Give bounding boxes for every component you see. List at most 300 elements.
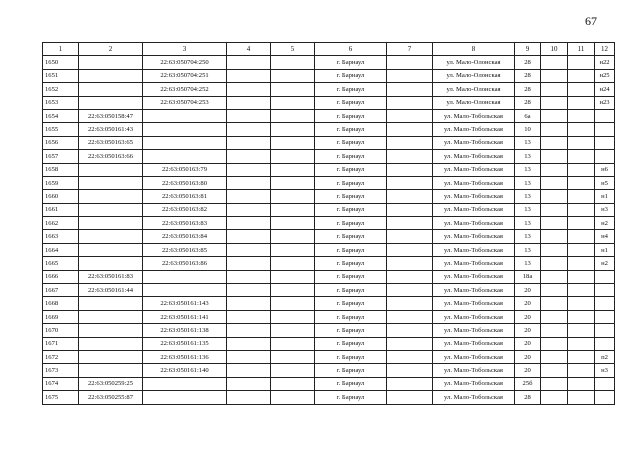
house-number-cell: 20 xyxy=(515,337,541,350)
column-7-cell xyxy=(387,284,433,297)
land-cadastral-number-cell xyxy=(79,69,143,82)
street-cell: ул. Мало-Тобольская xyxy=(433,150,515,163)
building-cadastral-number-cell xyxy=(143,150,227,163)
row-number-cell: 1662 xyxy=(43,217,79,230)
column-7-cell xyxy=(387,337,433,350)
house-number-cell: 20 xyxy=(515,284,541,297)
table-row xyxy=(43,350,615,363)
room-number-cell: н25 xyxy=(595,69,615,82)
column-5-cell xyxy=(271,230,315,243)
building-cadastral-number-cell xyxy=(143,270,227,283)
city-cell: г. Барнаул xyxy=(315,324,387,337)
city-cell: г. Барнаул xyxy=(315,377,387,390)
city-cell: г. Барнаул xyxy=(315,203,387,216)
house-number-cell: 13 xyxy=(515,217,541,230)
house-number-cell: 20 xyxy=(515,364,541,377)
row-number-cell: 1664 xyxy=(43,243,79,256)
street-cell: ул. Мало-Тобольская xyxy=(433,297,515,310)
column-11-cell xyxy=(568,297,595,310)
land-cadastral-number-cell: 22:63:050259:25 xyxy=(79,377,143,390)
column-header: 3 xyxy=(143,43,227,56)
column-header: 8 xyxy=(433,43,515,56)
column-11-cell xyxy=(568,69,595,82)
table-row xyxy=(43,69,615,82)
row-number-cell: 1657 xyxy=(43,150,79,163)
column-5-cell xyxy=(271,217,315,230)
column-11-cell xyxy=(568,284,595,297)
table-row xyxy=(43,176,615,189)
street-cell: ул. Мало-Тобольская xyxy=(433,257,515,270)
house-number-cell: 10 xyxy=(515,123,541,136)
column-5-cell xyxy=(271,56,315,69)
column-5-cell xyxy=(271,83,315,96)
registry-body xyxy=(43,43,615,405)
city-cell: г. Барнаул xyxy=(315,364,387,377)
column-4-cell xyxy=(227,190,271,203)
column-11-cell xyxy=(568,203,595,216)
column-11-cell xyxy=(568,217,595,230)
room-number-cell: н1 xyxy=(595,243,615,256)
column-header: 7 xyxy=(387,43,433,56)
column-4-cell xyxy=(227,270,271,283)
row-number-cell: 1665 xyxy=(43,257,79,270)
land-cadastral-number-cell xyxy=(79,176,143,189)
building-cadastral-number-cell: 22:63:050161:140 xyxy=(143,364,227,377)
city-cell: г. Барнаул xyxy=(315,230,387,243)
house-number-cell: 28 xyxy=(515,83,541,96)
column-10-cell xyxy=(541,297,568,310)
column-11-cell xyxy=(568,350,595,363)
room-number-cell xyxy=(595,136,615,149)
column-5-cell xyxy=(271,310,315,323)
column-5-cell xyxy=(271,109,315,122)
room-number-cell: н24 xyxy=(595,83,615,96)
building-cadastral-number-cell: 22:63:050163:80 xyxy=(143,176,227,189)
city-cell: г. Барнаул xyxy=(315,391,387,404)
house-number-cell: 28 xyxy=(515,96,541,109)
column-11-cell xyxy=(568,190,595,203)
house-number-cell: 20 xyxy=(515,310,541,323)
table-row xyxy=(43,377,615,390)
column-4-cell xyxy=(227,364,271,377)
building-cadastral-number-cell: 22:63:050704:253 xyxy=(143,96,227,109)
column-4-cell xyxy=(227,377,271,390)
column-5-cell xyxy=(271,257,315,270)
column-11-cell xyxy=(568,123,595,136)
column-11-cell xyxy=(568,377,595,390)
table-row xyxy=(43,310,615,323)
column-11-cell xyxy=(568,310,595,323)
table-row xyxy=(43,150,615,163)
row-number-cell: 1663 xyxy=(43,230,79,243)
room-number-cell: н5 xyxy=(595,176,615,189)
column-10-cell xyxy=(541,96,568,109)
building-cadastral-number-cell: 22:63:050161:141 xyxy=(143,310,227,323)
room-number-cell xyxy=(595,391,615,404)
city-cell: г. Барнаул xyxy=(315,163,387,176)
column-7-cell xyxy=(387,324,433,337)
column-4-cell xyxy=(227,243,271,256)
column-7-cell xyxy=(387,270,433,283)
column-7-cell xyxy=(387,217,433,230)
house-number-cell: 13 xyxy=(515,163,541,176)
land-cadastral-number-cell: 22:63:050161:44 xyxy=(79,284,143,297)
city-cell: г. Барнаул xyxy=(315,190,387,203)
street-cell: ул. Мало-Олонская xyxy=(433,56,515,69)
column-4-cell xyxy=(227,150,271,163)
street-cell: ул. Мало-Олонская xyxy=(433,83,515,96)
column-header: 2 xyxy=(79,43,143,56)
city-cell: г. Барнаул xyxy=(315,350,387,363)
column-4-cell xyxy=(227,83,271,96)
house-number-cell: 20 xyxy=(515,350,541,363)
column-4-cell xyxy=(227,109,271,122)
land-cadastral-number-cell xyxy=(79,350,143,363)
column-5-cell xyxy=(271,284,315,297)
building-cadastral-number-cell: 22:63:050704:251 xyxy=(143,69,227,82)
street-cell: ул. Мало-Тобольская xyxy=(433,230,515,243)
room-number-cell: н23 xyxy=(595,96,615,109)
column-4-cell xyxy=(227,217,271,230)
room-number-cell: н3 xyxy=(595,203,615,216)
column-10-cell xyxy=(541,136,568,149)
street-cell: ул. Мало-Олонская xyxy=(433,96,515,109)
column-header: 11 xyxy=(568,43,595,56)
room-number-cell xyxy=(595,150,615,163)
column-4-cell xyxy=(227,257,271,270)
house-number-cell: 28 xyxy=(515,391,541,404)
land-cadastral-number-cell xyxy=(79,190,143,203)
room-number-cell xyxy=(595,297,615,310)
column-5-cell xyxy=(271,364,315,377)
street-cell: ул. Мало-Тобольская xyxy=(433,270,515,283)
column-10-cell xyxy=(541,350,568,363)
city-cell: г. Барнаул xyxy=(315,337,387,350)
column-7-cell xyxy=(387,136,433,149)
row-number-cell: 1661 xyxy=(43,203,79,216)
column-10-cell xyxy=(541,324,568,337)
column-5-cell xyxy=(271,69,315,82)
column-11-cell xyxy=(568,56,595,69)
city-cell: г. Барнаул xyxy=(315,123,387,136)
column-10-cell xyxy=(541,243,568,256)
row-number-cell: 1669 xyxy=(43,310,79,323)
table-row xyxy=(43,337,615,350)
column-10-cell xyxy=(541,377,568,390)
row-number-cell: 1654 xyxy=(43,109,79,122)
table-row xyxy=(43,284,615,297)
house-number-cell: 13 xyxy=(515,176,541,189)
column-7-cell xyxy=(387,243,433,256)
table-row xyxy=(43,324,615,337)
table-row xyxy=(43,391,615,404)
room-number-cell: н3 xyxy=(595,364,615,377)
column-10-cell xyxy=(541,284,568,297)
room-number-cell: н6 xyxy=(595,163,615,176)
column-10-cell xyxy=(541,257,568,270)
column-7-cell xyxy=(387,56,433,69)
house-number-cell: 6а xyxy=(515,109,541,122)
building-cadastral-number-cell xyxy=(143,284,227,297)
street-cell: ул. Мало-Тобольская xyxy=(433,391,515,404)
house-number-cell: 13 xyxy=(515,150,541,163)
column-5-cell xyxy=(271,350,315,363)
table-row xyxy=(43,163,615,176)
city-cell: г. Барнаул xyxy=(315,56,387,69)
column-7-cell xyxy=(387,83,433,96)
city-cell: г. Барнаул xyxy=(315,69,387,82)
land-cadastral-number-cell xyxy=(79,297,143,310)
house-number-cell: 25б xyxy=(515,377,541,390)
column-7-cell xyxy=(387,230,433,243)
column-7-cell xyxy=(387,96,433,109)
table-row xyxy=(43,364,615,377)
room-number-cell xyxy=(595,310,615,323)
land-cadastral-number-cell: 22:63:050161:43 xyxy=(79,123,143,136)
column-5-cell xyxy=(271,150,315,163)
row-number-cell: 1670 xyxy=(43,324,79,337)
column-4-cell xyxy=(227,324,271,337)
column-5-cell xyxy=(271,96,315,109)
table-row xyxy=(43,297,615,310)
column-7-cell xyxy=(387,190,433,203)
column-4-cell xyxy=(227,391,271,404)
city-cell: г. Барнаул xyxy=(315,83,387,96)
header-row xyxy=(43,43,615,56)
room-number-cell xyxy=(595,337,615,350)
row-number-cell: 1656 xyxy=(43,136,79,149)
column-5-cell xyxy=(271,324,315,337)
row-number-cell: 1650 xyxy=(43,56,79,69)
land-cadastral-number-cell xyxy=(79,96,143,109)
street-cell: ул. Мало-Тобольская xyxy=(433,203,515,216)
column-7-cell xyxy=(387,391,433,404)
street-cell: ул. Мало-Тобольская xyxy=(433,310,515,323)
column-header: 6 xyxy=(315,43,387,56)
room-number-cell: н4 xyxy=(595,230,615,243)
street-cell: ул. Мало-Тобольская xyxy=(433,123,515,136)
building-cadastral-number-cell: 22:63:050161:138 xyxy=(143,324,227,337)
column-7-cell xyxy=(387,310,433,323)
row-number-cell: 1652 xyxy=(43,83,79,96)
column-4-cell xyxy=(227,203,271,216)
column-4-cell xyxy=(227,123,271,136)
land-cadastral-number-cell xyxy=(79,257,143,270)
column-4-cell xyxy=(227,163,271,176)
row-number-cell: 1653 xyxy=(43,96,79,109)
land-cadastral-number-cell xyxy=(79,217,143,230)
room-number-cell: н2 xyxy=(595,217,615,230)
street-cell: ул. Мало-Тобольская xyxy=(433,324,515,337)
column-4-cell xyxy=(227,56,271,69)
city-cell: г. Барнаул xyxy=(315,243,387,256)
column-11-cell xyxy=(568,83,595,96)
column-10-cell xyxy=(541,109,568,122)
column-11-cell xyxy=(568,150,595,163)
street-cell: ул. Мало-Тобольская xyxy=(433,364,515,377)
land-cadastral-number-cell xyxy=(79,56,143,69)
street-cell: ул. Мало-Тобольская xyxy=(433,337,515,350)
column-7-cell xyxy=(387,109,433,122)
column-7-cell xyxy=(387,203,433,216)
house-number-cell: 28 xyxy=(515,69,541,82)
building-cadastral-number-cell: 22:63:050704:250 xyxy=(143,56,227,69)
column-7-cell xyxy=(387,163,433,176)
house-number-cell: 20 xyxy=(515,297,541,310)
city-cell: г. Барнаул xyxy=(315,109,387,122)
room-number-cell: п2 xyxy=(595,350,615,363)
street-cell: ул. Мало-Тобольская xyxy=(433,176,515,189)
column-4-cell xyxy=(227,136,271,149)
room-number-cell xyxy=(595,123,615,136)
column-10-cell xyxy=(541,163,568,176)
land-cadastral-number-cell: 22:63:050255:87 xyxy=(79,391,143,404)
column-11-cell xyxy=(568,243,595,256)
land-cadastral-number-cell xyxy=(79,203,143,216)
city-cell: г. Барнаул xyxy=(315,96,387,109)
column-10-cell xyxy=(541,217,568,230)
column-5-cell xyxy=(271,377,315,390)
city-cell: г. Барнаул xyxy=(315,257,387,270)
page-number: 67 xyxy=(585,14,597,28)
column-10-cell xyxy=(541,230,568,243)
column-11-cell xyxy=(568,230,595,243)
column-7-cell xyxy=(387,176,433,189)
column-4-cell xyxy=(227,284,271,297)
column-7-cell xyxy=(387,364,433,377)
column-5-cell xyxy=(271,163,315,176)
column-7-cell xyxy=(387,123,433,136)
column-header: 9 xyxy=(515,43,541,56)
column-11-cell xyxy=(568,109,595,122)
column-7-cell xyxy=(387,69,433,82)
column-header: 10 xyxy=(541,43,568,56)
table-row xyxy=(43,136,615,149)
column-5-cell xyxy=(271,176,315,189)
street-cell: ул. Мало-Тобольская xyxy=(433,284,515,297)
column-7-cell xyxy=(387,377,433,390)
column-10-cell xyxy=(541,56,568,69)
table-row xyxy=(43,109,615,122)
building-cadastral-number-cell xyxy=(143,377,227,390)
building-cadastral-number-cell: 22:63:050161:143 xyxy=(143,297,227,310)
column-5-cell xyxy=(271,136,315,149)
column-5-cell xyxy=(271,203,315,216)
column-10-cell xyxy=(541,364,568,377)
column-10-cell xyxy=(541,203,568,216)
column-4-cell xyxy=(227,69,271,82)
house-number-cell: 13 xyxy=(515,136,541,149)
house-number-cell: 20 xyxy=(515,324,541,337)
table-row xyxy=(43,257,615,270)
building-cadastral-number-cell xyxy=(143,391,227,404)
column-11-cell xyxy=(568,324,595,337)
table-row xyxy=(43,243,615,256)
room-number-cell xyxy=(595,324,615,337)
building-cadastral-number-cell xyxy=(143,136,227,149)
table-row xyxy=(43,123,615,136)
column-11-cell xyxy=(568,136,595,149)
column-4-cell xyxy=(227,350,271,363)
column-10-cell xyxy=(541,69,568,82)
column-4-cell xyxy=(227,96,271,109)
land-cadastral-number-cell: 22:63:050158:47 xyxy=(79,109,143,122)
column-5-cell xyxy=(271,190,315,203)
table-row xyxy=(43,56,615,69)
column-11-cell xyxy=(568,176,595,189)
column-7-cell xyxy=(387,257,433,270)
house-number-cell: 13 xyxy=(515,190,541,203)
column-header: 5 xyxy=(271,43,315,56)
house-number-cell: 18а xyxy=(515,270,541,283)
room-number-cell xyxy=(595,284,615,297)
column-5-cell xyxy=(271,337,315,350)
column-5-cell xyxy=(271,123,315,136)
table-row xyxy=(43,203,615,216)
column-7-cell xyxy=(387,350,433,363)
column-10-cell xyxy=(541,150,568,163)
registry-table xyxy=(42,42,615,405)
street-cell: ул. Мало-Тобольская xyxy=(433,217,515,230)
land-cadastral-number-cell xyxy=(79,364,143,377)
land-cadastral-number-cell xyxy=(79,324,143,337)
street-cell: ул. Мало-Тобольская xyxy=(433,163,515,176)
building-cadastral-number-cell: 22:63:050161:136 xyxy=(143,350,227,363)
column-11-cell xyxy=(568,96,595,109)
row-number-cell: 1660 xyxy=(43,190,79,203)
column-11-cell xyxy=(568,163,595,176)
street-cell: ул. Мало-Тобольская xyxy=(433,109,515,122)
house-number-cell: 13 xyxy=(515,230,541,243)
land-cadastral-number-cell xyxy=(79,337,143,350)
row-number-cell: 1668 xyxy=(43,297,79,310)
column-5-cell xyxy=(271,270,315,283)
column-5-cell xyxy=(271,391,315,404)
building-cadastral-number-cell: 22:63:050163:81 xyxy=(143,190,227,203)
column-4-cell xyxy=(227,310,271,323)
city-cell: г. Барнаул xyxy=(315,150,387,163)
column-10-cell xyxy=(541,190,568,203)
land-cadastral-number-cell: 22:63:050163:66 xyxy=(79,150,143,163)
house-number-cell: 13 xyxy=(515,243,541,256)
building-cadastral-number-cell xyxy=(143,123,227,136)
street-cell: ул. Мало-Тобольская xyxy=(433,377,515,390)
room-number-cell xyxy=(595,377,615,390)
column-11-cell xyxy=(568,257,595,270)
building-cadastral-number-cell: 22:63:050163:82 xyxy=(143,203,227,216)
land-cadastral-number-cell xyxy=(79,243,143,256)
column-11-cell xyxy=(568,270,595,283)
column-5-cell xyxy=(271,297,315,310)
building-cadastral-number-cell: 22:63:050161:135 xyxy=(143,337,227,350)
land-cadastral-number-cell: 22:63:050161:83 xyxy=(79,270,143,283)
column-4-cell xyxy=(227,297,271,310)
building-cadastral-number-cell: 22:63:050704:252 xyxy=(143,83,227,96)
row-number-cell: 1673 xyxy=(43,364,79,377)
column-11-cell xyxy=(568,364,595,377)
column-header: 1 xyxy=(43,43,79,56)
row-number-cell: 1667 xyxy=(43,284,79,297)
table-row xyxy=(43,83,615,96)
column-10-cell xyxy=(541,270,568,283)
column-10-cell xyxy=(541,310,568,323)
table-row xyxy=(43,96,615,109)
column-10-cell xyxy=(541,337,568,350)
row-number-cell: 1675 xyxy=(43,391,79,404)
column-4-cell xyxy=(227,337,271,350)
street-cell: ул. Мало-Тобольская xyxy=(433,350,515,363)
building-cadastral-number-cell: 22:63:050163:84 xyxy=(143,230,227,243)
